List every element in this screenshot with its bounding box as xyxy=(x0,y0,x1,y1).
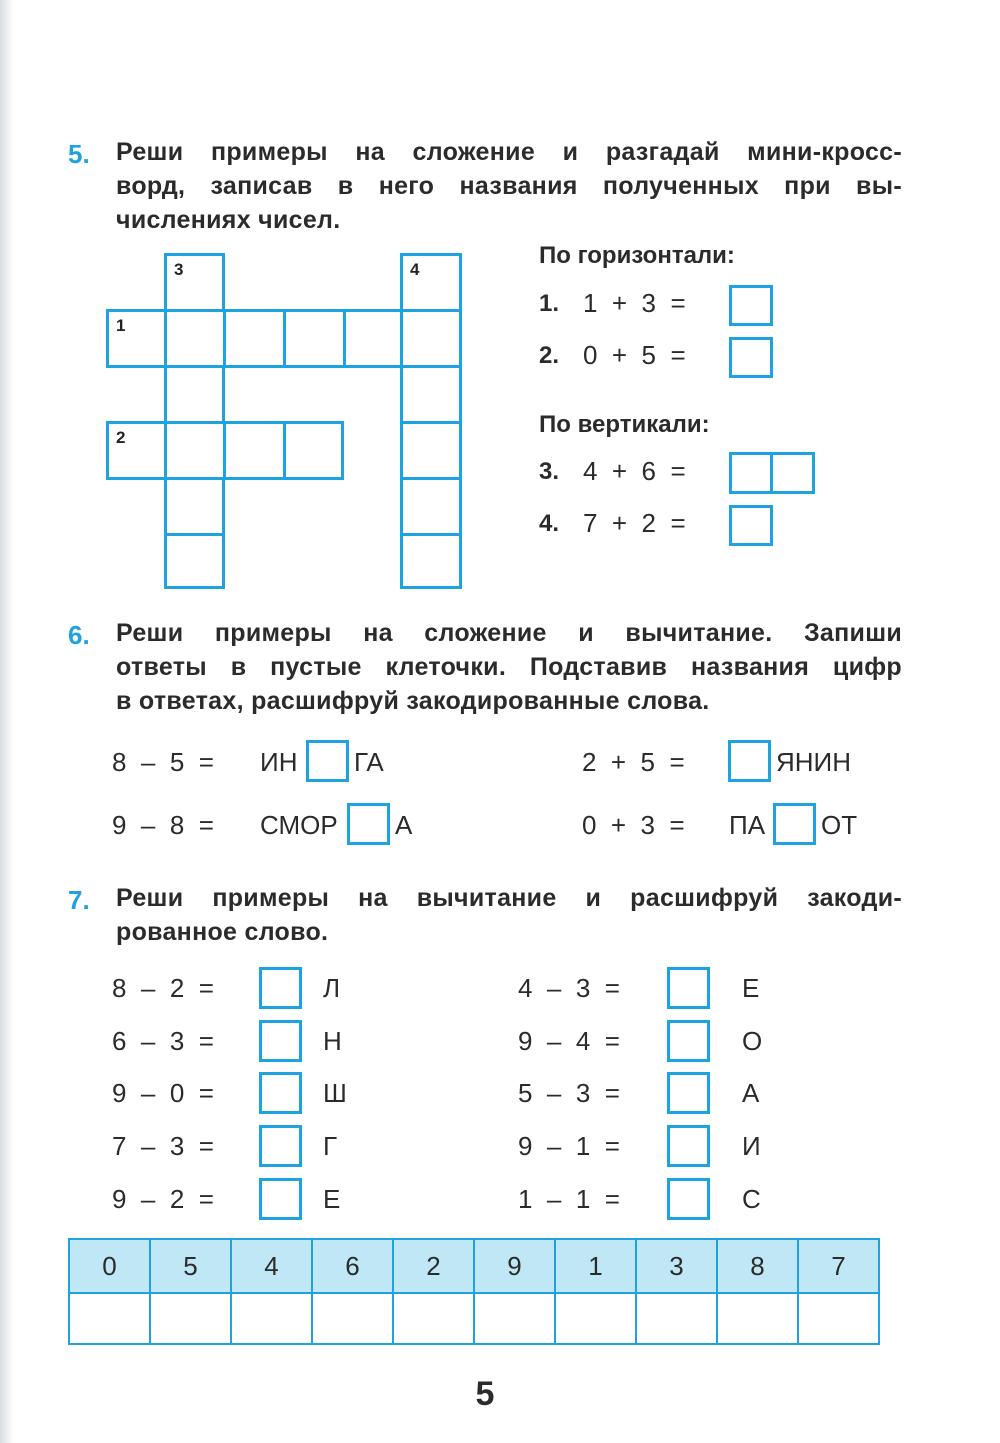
clue-number-3: 3 xyxy=(174,260,184,279)
task6-line-2: ответы в пустые клеточки. Подставив названия цифр xyxy=(116,653,902,681)
answer-box[interactable] xyxy=(729,505,773,546)
task6-expr-2: 9 – 8 = xyxy=(112,810,214,840)
code-table xyxy=(68,1238,880,1345)
answer-box[interactable] xyxy=(729,337,773,378)
crossword-cell[interactable] xyxy=(400,477,462,536)
crossword-cell[interactable] xyxy=(164,253,225,312)
task7-expr: 5 – 3 = xyxy=(518,1078,620,1108)
answer-box[interactable] xyxy=(259,1125,302,1167)
answer-cell[interactable] xyxy=(393,1293,474,1344)
task6-word-before: СМОР xyxy=(260,810,338,840)
task6-expr-1: 8 – 5 = xyxy=(112,747,214,777)
answer-cell[interactable] xyxy=(474,1293,555,1344)
task6-word-after: А xyxy=(395,810,413,840)
answer-box[interactable] xyxy=(667,967,710,1009)
clue-3-expression: 4 + 6 = xyxy=(583,456,686,486)
crossword-cell[interactable] xyxy=(164,421,226,480)
task7-letter: Г xyxy=(323,1131,338,1161)
vertical-title: По вертикали: xyxy=(539,411,710,438)
task7-expr: 9 – 4 = xyxy=(518,1026,620,1056)
task6-word-after: ГА xyxy=(354,747,384,777)
code-cell: 2 xyxy=(393,1239,474,1293)
answer-cell[interactable] xyxy=(798,1293,879,1344)
answer-box[interactable] xyxy=(770,452,815,494)
answer-box[interactable] xyxy=(306,740,349,782)
clue-3-number: 3. xyxy=(539,458,560,485)
crossword-cell[interactable] xyxy=(223,309,286,368)
page-number: 5 xyxy=(475,1375,495,1413)
answer-cell[interactable] xyxy=(312,1293,393,1344)
answer-row xyxy=(69,1293,879,1344)
crossword-cell[interactable] xyxy=(164,309,226,368)
crossword-cell[interactable] xyxy=(400,253,462,312)
code-cell: 9 xyxy=(474,1239,555,1293)
task7-letter: И xyxy=(742,1131,761,1161)
task7-expr: 6 – 3 = xyxy=(112,1026,214,1056)
answer-cell[interactable] xyxy=(717,1293,798,1344)
crossword-cell[interactable] xyxy=(223,421,286,480)
code-cell: 0 xyxy=(69,1239,150,1293)
horizontal-title: По горизонтали: xyxy=(539,242,735,269)
task7-expr: 1 – 1 = xyxy=(518,1184,620,1214)
task7-expr: 9 – 2 = xyxy=(112,1184,214,1214)
task6-word-after: ЯНИН xyxy=(776,747,852,777)
answer-cell[interactable] xyxy=(150,1293,231,1344)
code-cell: 8 xyxy=(717,1239,798,1293)
crossword-cell[interactable] xyxy=(283,309,346,368)
crossword-cell[interactable] xyxy=(400,421,462,480)
answer-box[interactable] xyxy=(259,967,302,1009)
page-edge-shadow xyxy=(0,0,14,1443)
task7-letter: О xyxy=(742,1026,763,1056)
task6-expr-3: 2 + 5 = xyxy=(582,747,685,777)
answer-cell[interactable] xyxy=(555,1293,636,1344)
answer-box[interactable] xyxy=(667,1020,710,1062)
task7-letter: Е xyxy=(742,973,760,1003)
clue-2-expression: 0 + 5 = xyxy=(583,340,686,370)
clue-2-number: 2. xyxy=(539,342,560,369)
task7-expr: 4 – 3 = xyxy=(518,973,620,1003)
task7-expr: 9 – 0 = xyxy=(112,1078,214,1108)
clue-1-expression: 1 + 3 = xyxy=(583,288,686,318)
answer-box[interactable] xyxy=(667,1178,710,1220)
clue-4-number: 4. xyxy=(539,510,560,537)
task6-line-3: в ответах, расшифруй закодированные слова. xyxy=(116,687,710,715)
code-cell: 1 xyxy=(555,1239,636,1293)
task7-expr: 9 – 1 = xyxy=(518,1131,620,1161)
task6-line-1: Реши примеры на сложение и вычитание. Запиши xyxy=(116,619,902,647)
task6-word-after: ОТ xyxy=(821,810,858,840)
answer-box[interactable] xyxy=(773,803,816,845)
crossword-cell[interactable] xyxy=(164,365,225,424)
task6-number: 6. xyxy=(68,620,90,650)
clue-number-4: 4 xyxy=(410,260,420,279)
task7-number: 7. xyxy=(68,885,90,915)
crossword-cell[interactable] xyxy=(400,309,462,368)
task7-letter: Л xyxy=(323,973,341,1003)
code-cell: 4 xyxy=(231,1239,312,1293)
task6-word-before: ПА xyxy=(729,810,766,840)
crossword-cell[interactable] xyxy=(400,365,462,424)
clue-number-2: 2 xyxy=(116,428,126,447)
crossword-cell[interactable] xyxy=(164,477,225,536)
task5-line-2: ворд, записав в него названия полученных при вы- xyxy=(116,172,902,200)
answer-box[interactable] xyxy=(729,285,773,326)
answer-box[interactable] xyxy=(259,1020,302,1062)
task5-number: 5. xyxy=(68,139,90,169)
task7-line-2: рованное слово. xyxy=(116,918,329,946)
task7-expr: 8 – 2 = xyxy=(112,973,214,1003)
answer-cell[interactable] xyxy=(231,1293,312,1344)
task7-letter: А xyxy=(742,1078,760,1108)
code-cell: 5 xyxy=(150,1239,231,1293)
answer-box[interactable] xyxy=(728,740,771,782)
answer-box[interactable] xyxy=(729,452,773,494)
task5-text xyxy=(116,135,902,237)
task5-line-3: числениях чисел. xyxy=(116,206,341,234)
answer-cell[interactable] xyxy=(69,1293,150,1344)
task7-text xyxy=(116,881,902,949)
clue-number-1: 1 xyxy=(116,316,126,335)
answer-box[interactable] xyxy=(347,803,390,845)
crossword-cell[interactable] xyxy=(164,533,225,589)
task6-text xyxy=(116,616,902,718)
clue-4-expression: 7 + 2 = xyxy=(583,508,686,538)
answer-box[interactable] xyxy=(259,1178,302,1220)
clue-1-number: 1. xyxy=(539,290,560,317)
answer-cell[interactable] xyxy=(636,1293,717,1344)
task6-word-before: ИН xyxy=(260,747,298,777)
task5-line-1: Реши примеры на сложение и разгадай мини-кросс- xyxy=(116,138,902,166)
task7-letter: Н xyxy=(323,1026,342,1056)
task7-letter: Е xyxy=(323,1184,341,1214)
crossword-cell[interactable] xyxy=(106,421,167,480)
crossword-cell[interactable] xyxy=(106,309,167,368)
crossword-cell[interactable] xyxy=(343,309,403,368)
task6-expr-4: 0 + 3 = xyxy=(582,810,685,840)
answer-box[interactable] xyxy=(259,1072,302,1114)
crossword-cell[interactable] xyxy=(283,421,344,480)
task7-letter: Ш xyxy=(323,1078,347,1108)
answer-box[interactable] xyxy=(667,1072,710,1114)
code-cell: 3 xyxy=(636,1239,717,1293)
task7-letter: С xyxy=(742,1184,761,1214)
code-cell: 7 xyxy=(798,1239,879,1293)
code-row xyxy=(69,1239,879,1293)
answer-box[interactable] xyxy=(667,1125,710,1167)
task7-line-1: Реши примеры на вычитание и расшифруй закоди- xyxy=(116,884,902,912)
task7-expr: 7 – 3 = xyxy=(112,1131,214,1161)
code-cell: 6 xyxy=(312,1239,393,1293)
crossword-cell[interactable] xyxy=(400,533,462,589)
